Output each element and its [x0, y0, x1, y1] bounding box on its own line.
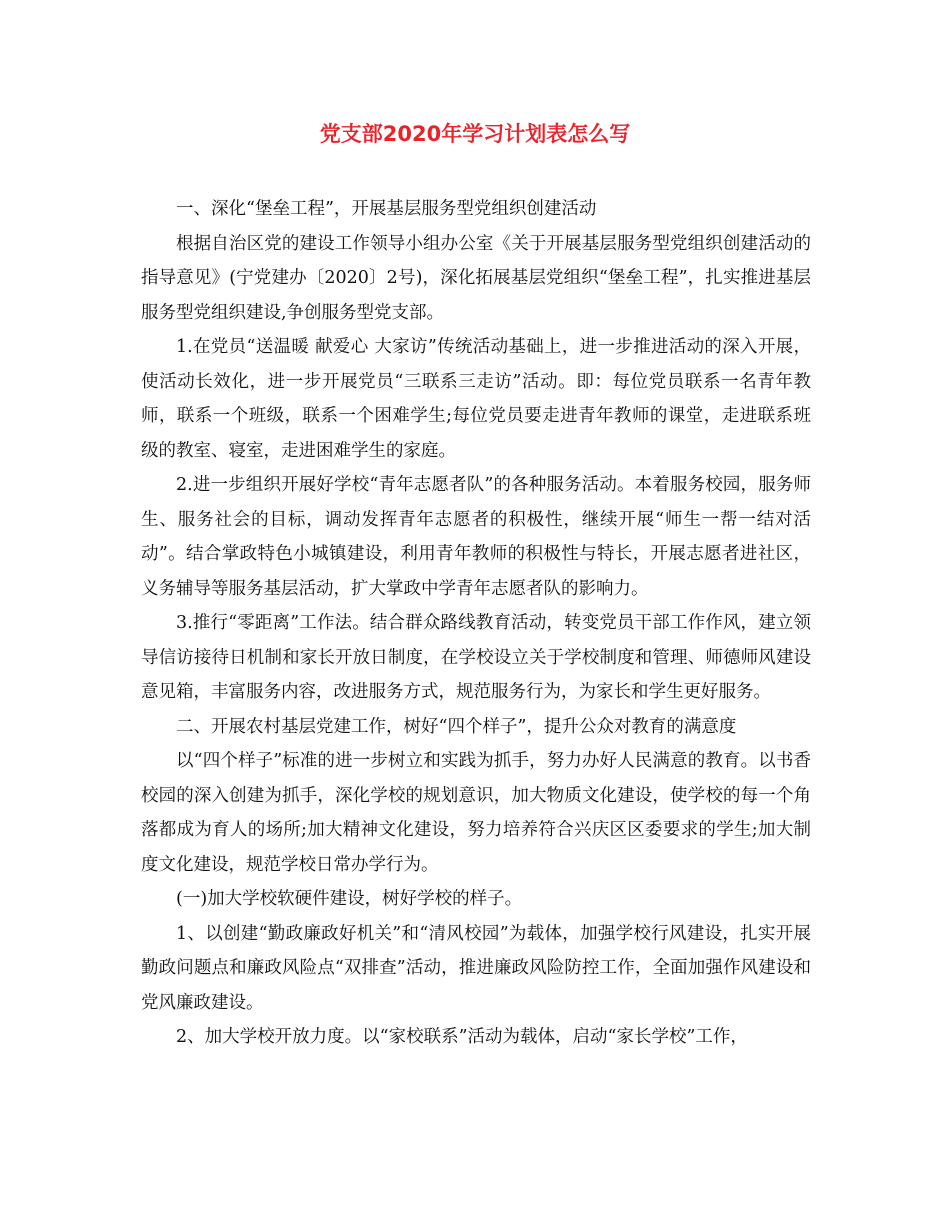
body-paragraph: 3.推行“零距离”工作法。结合群众路线教育活动，转变党员干部工作作风，建立领导信访接待日机制和家长开放日制度，在学校设立关于学校制度和管理、师德师风建设意见箱，丰富服务内容，改进服务方式，规范服务行为，为家长和学生更好服务。 [141, 613, 811, 702]
body-paragraph: 2.进一步组织开展好学校“青年志愿者队”的各种服务活动。本着服务校园，服务师生、服务社会的目标，调动发挥青年志愿者的积极性，继续开展“师生一帮一结对活动”。结合掌政特色小城镇建设，利用青年教师的积极性与特长，开展志愿者进社区，义务辅导等服务基层活动，扩大掌政中学青年志愿者队的影响力。 [141, 475, 811, 599]
document-body [141, 192, 811, 1055]
body-paragraph: 2、加大学校开放力度。以“家校联系”活动为载体，启动“家长学校”工作， [176, 1027, 748, 1047]
body-paragraph: 1.在党员“送温暖 献爱心 大家访”传统活动基础上，进一步推进活动的深入开展，使活动长效化，进一步开展党员“三联系三走访”活动。即：每位党员联系一名青年教师，联系一个班级，联系一个困难学生;每位党员要走进青年教师的课堂，走进联系班级的教室、寝室，走进困难学生的家庭。 [141, 337, 811, 461]
subsection-heading: (一)加大学校软硬件建设，树好学校的样子。 [176, 889, 523, 909]
body-paragraph: 根据自治区党的建设工作领导小组办公室《关于开展基层服务型党组织创建活动的指导意见》(宁党建办〔2020〕2号)，深化拓展基层党组织“堡垒工程”，扎实推进基层服务型党组织建设,争创服务型党支部。 [141, 233, 811, 323]
body-paragraph: 1、以创建“勤政廉政好机关”和“清风校园”为载体，加强学校行风建设，扎实开展勤政问题点和廉政风险点“双排查”活动，推进廉政风险防控工作，全面加强作风建设和党风廉政建设。 [141, 923, 811, 1013]
section-heading-2: 二、开展农村基层党建工作，树好“四个样子”，提升公众对教育的满意度 [176, 716, 737, 737]
body-paragraph: 以“四个样子”标准的进一步树立和实践为抓手，努力办好人民满意的教育。以书香校园的深入创建为抓手，深化学校的规划意识，加大物质文化建设，使学校的每一个角落都成为育人的场所;加大精神文化建设，努力培养符合兴庆区区委要求的学生;加大制度文化建设，规范学校日常办学行为。 [141, 751, 811, 875]
section-heading-1: 一、深化“堡垒工程”，开展基层服务型党组织创建活动 [176, 199, 597, 219]
document-title: 党支部2020年学习计划表怎么写 [319, 122, 631, 146]
